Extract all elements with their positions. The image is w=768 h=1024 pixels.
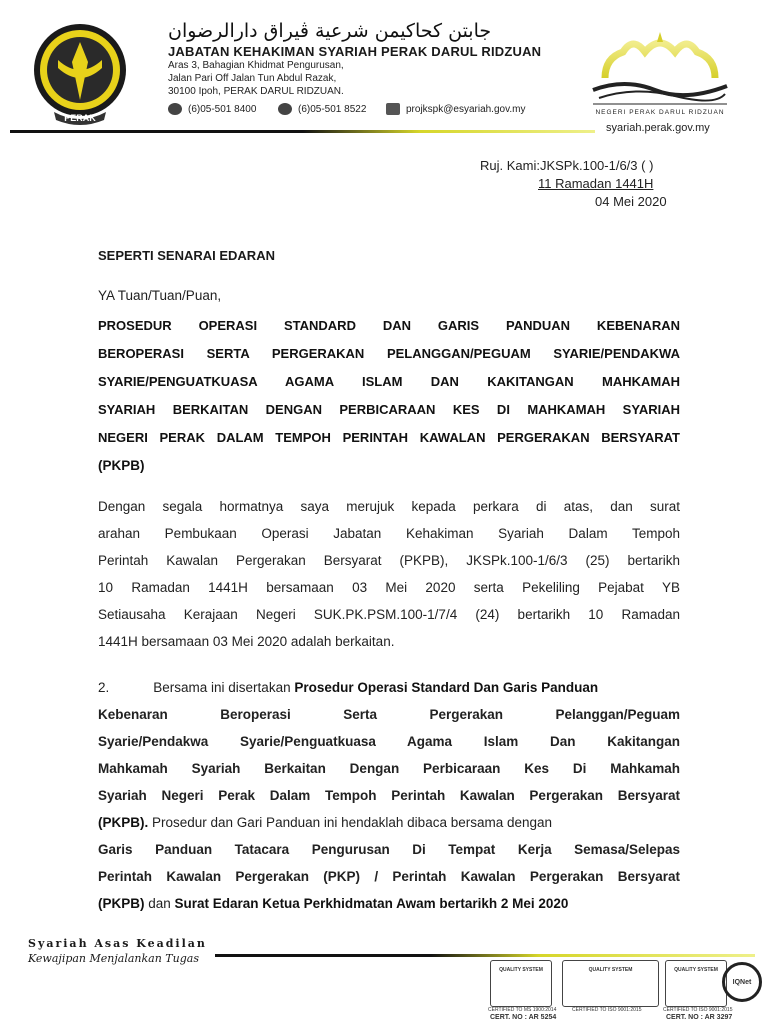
website-link[interactable]: syariah.perak.gov.my bbox=[606, 122, 710, 134]
cert-label: QUALITY SYSTEM bbox=[499, 967, 543, 973]
fax-number: (6)05-501 8522 bbox=[298, 103, 367, 115]
reference-number: Ruj. Kami:JKSPk.100-1/6/3 ( ) bbox=[480, 158, 654, 173]
subject-line: NEGERI PERAK DALAM TEMPOH PERINTAH KAWALAN PERGERAKAN BERSYARAT bbox=[98, 430, 680, 445]
certification-badge bbox=[562, 960, 659, 1007]
address-line: 30100 Ipoh, PERAK DARUL RIDZUAN. bbox=[168, 86, 344, 97]
certification-badge bbox=[490, 960, 552, 1007]
paragraph-bold-text: Prosedur Operasi Standard Dan Garis Panduan bbox=[294, 680, 599, 695]
cert-standard: CERTIFIED TO ISO 9001:2015 bbox=[663, 1007, 733, 1013]
salutation: YA Tuan/Tuan/Puan, bbox=[98, 288, 222, 303]
paragraph-line: Syarie/Pendakwa Syarie/Penguatkuasa Agama Islam Dan Kakitangan bbox=[98, 734, 680, 749]
jabatan-dome-logo bbox=[585, 28, 735, 118]
hijri-date: 11 Ramadan 1441H bbox=[538, 176, 654, 191]
iqnet-badge bbox=[722, 962, 762, 1002]
fax-icon bbox=[278, 103, 292, 115]
footer-tagline: Kewajipan Menjalankan Tugas bbox=[28, 952, 199, 965]
paragraph-line: Setiausaha Kerajaan Negeri SUK.PK.PSM.100-1/7/4 (24) bertarikh 10 Ramadan bbox=[98, 607, 680, 622]
paragraph-text: dan bbox=[144, 896, 175, 911]
cert-number: CERT. NO : AR 3297 bbox=[666, 1014, 733, 1021]
paragraph-line: Garis Panduan Tatacara Pengurusan Di Tempat Kerja Semasa/Selepas bbox=[98, 842, 680, 857]
footer-divider bbox=[215, 954, 755, 957]
paragraph-text: Prosedur dan Gari Panduan ini hendaklah dibaca bersama dengan bbox=[148, 815, 553, 830]
paragraph-line: Dengan segala hormatnya saya merujuk kepada perkara di atas, dan surat bbox=[98, 499, 680, 514]
fax-contact bbox=[278, 103, 366, 115]
address-line: Jalan Pari Off Jalan Tun Abdul Razak, bbox=[168, 73, 337, 84]
cert-standard: CERTIFIED TO MS 1900:2014 bbox=[488, 1007, 557, 1013]
perak-crest-logo bbox=[30, 20, 130, 128]
subject-line: PROSEDUR OPERASI STANDARD DAN GARIS PANDUAN KEBENARAN bbox=[98, 318, 680, 333]
subject-line: BEROPERASI SERTA PERGERAKAN PELANGGAN/PEGUAM SYARIE/PENDAKWA bbox=[98, 346, 680, 361]
paragraph-line: Syariah Negeri Perak Dalam Tempoh Perintah Kawalan Pergerakan Bersyarat bbox=[98, 788, 680, 803]
paragraph-text: Bersama ini disertakan bbox=[153, 680, 295, 695]
paragraph-bold-text: (PKPB) bbox=[98, 896, 145, 911]
paragraph-line: Perintah Kawalan Pergerakan Bersyarat (PKPB), JKSPk.100-1/6/3 (25) bertarikh bbox=[98, 553, 680, 568]
paragraph-line: arahan Pembukaan Operasi Jabatan Kehakiman Syariah Dalam Tempoh bbox=[98, 526, 680, 541]
address-line: Aras 3, Bahagian Khidmat Pengurusan, bbox=[168, 60, 344, 71]
email-address: projkspk@esyariah.gov.my bbox=[406, 103, 526, 115]
right-logo-caption: NEGERI PERAK DARUL RIDZUAN bbox=[595, 109, 725, 116]
recipient: SEPERTI SENARAI EDARAN bbox=[98, 248, 275, 263]
crest-label: PERAK bbox=[64, 113, 96, 123]
paragraph-bold-text: (PKPB). bbox=[98, 815, 149, 830]
cert-label: QUALITY SYSTEM bbox=[674, 967, 718, 973]
letter-date: 04 Mei 2020 bbox=[595, 194, 667, 209]
paragraph-number: 2. bbox=[98, 680, 110, 695]
jawi-department-title: جابتن كحاكيمن شرعية ڤيراق دارالرضوان bbox=[168, 20, 492, 42]
paragraph-line: Kebenaran Beroperasi Serta Pergerakan Pelanggan/Peguam bbox=[98, 707, 680, 722]
iqnet-label: IQNet bbox=[732, 978, 752, 986]
cert-standard: CERTIFIED TO ISO 9001:2015 bbox=[572, 1007, 642, 1013]
department-title: JABATAN KEHAKIMAN SYARIAH PERAK DARUL RIDZUAN bbox=[168, 44, 542, 59]
subject-line: SYARIAH BERKAITAN DENGAN PERBICARAAN KES DI MAHKAMAH SYARIAH bbox=[98, 402, 680, 417]
email-icon bbox=[386, 103, 400, 115]
cert-label: QUALITY SYSTEM bbox=[588, 967, 633, 973]
certification-badge bbox=[665, 960, 727, 1007]
paragraph-line bbox=[98, 896, 568, 911]
phone-icon bbox=[168, 103, 182, 115]
paragraph-line: Mahkamah Syariah Berkaitan Dengan Perbicaraan Kes Di Mahkamah bbox=[98, 761, 680, 776]
paragraph-bold-text: Surat Edaran Ketua Perkhidmatan Awam bertarikh 2 Mei 2020 bbox=[174, 896, 569, 911]
footer-motto: Syariah Asas Keadilan bbox=[28, 937, 207, 950]
header-divider bbox=[10, 130, 595, 133]
subject-line: SYARIE/PENGUATKUASA AGAMA ISLAM DAN KAKITANGAN MAHKAMAH bbox=[98, 374, 680, 389]
phone-contact bbox=[168, 103, 256, 115]
paragraph-line: 10 Ramadan 1441H bersamaan 03 Mei 2020 serta Pekeliling Pejabat YB bbox=[98, 580, 680, 595]
paragraph-line: Perintah Kawalan Pergerakan (PKP) / Perintah Kawalan Pergerakan Bersyarat bbox=[98, 869, 680, 884]
paragraph-2-first-line bbox=[98, 680, 598, 695]
cert-number: CERT. NO : AR 5254 bbox=[490, 1014, 557, 1021]
paragraph-line: 1441H bersamaan 03 Mei 2020 adalah berkaitan. bbox=[98, 634, 395, 649]
email-contact bbox=[386, 103, 525, 115]
paragraph-line bbox=[98, 815, 552, 830]
subject-line: (PKPB) bbox=[98, 458, 145, 473]
phone-number: (6)05-501 8400 bbox=[188, 103, 257, 115]
